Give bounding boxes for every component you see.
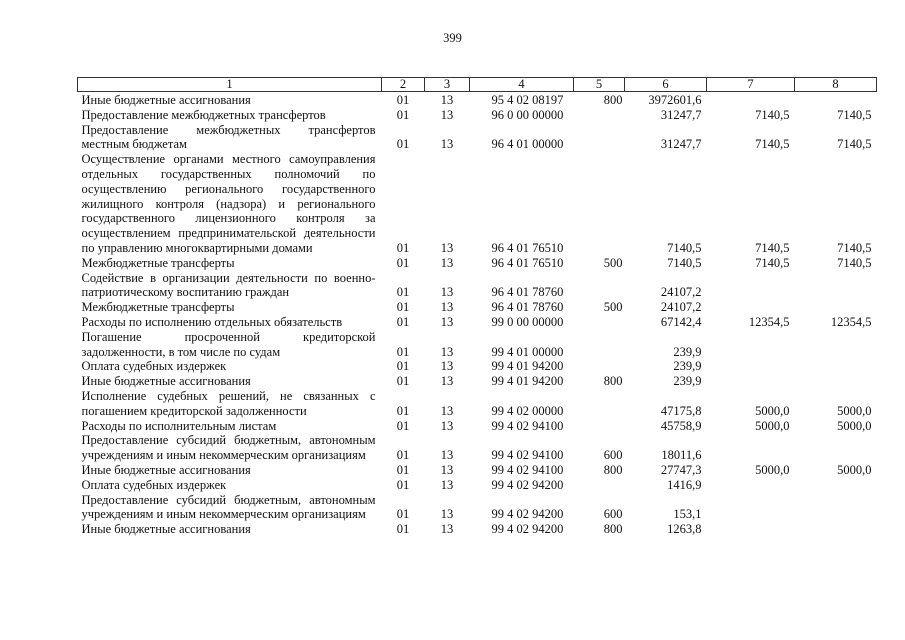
section-code: 01 [396,107,410,122]
expense-type-code [574,152,625,256]
amount-col-7 [707,433,795,463]
target-article-code: 96 0 00 00000 [491,107,564,122]
subsection-code: 13 [440,240,454,255]
subsection-code: 13 [440,285,454,300]
amount-col-7 [707,92,795,108]
section-code: 01 [396,285,410,300]
subsection-code: 13 [440,314,454,329]
expense-type-code [574,389,625,419]
amount-col-6: 31247,7 [660,137,702,152]
section-code: 01 [396,359,410,374]
amount-col-7: 5000,0 [755,462,790,477]
expense-type-code: 800 [603,93,623,107]
column-header: 2 [382,78,425,92]
column-header: 3 [425,78,470,92]
page-number: 399 [443,31,462,45]
expense-type-code: 800 [603,374,623,389]
amount-col-8 [795,433,877,463]
amount-col-7: 5000,0 [755,403,790,418]
subsection-code: 13 [440,137,454,152]
target-article-code: 99 4 02 94200 [491,477,564,492]
amount-col-6: 47175,8 [660,403,702,418]
amount-col-6: 239,9 [673,359,702,374]
amount-col-8: 7140,5 [837,137,872,152]
subsection-code: 13 [440,344,454,359]
subsection-code: 13 [440,255,454,270]
section-code: 01 [396,300,410,315]
amount-col-6: 7140,5 [667,255,702,270]
expense-type-code [574,359,625,374]
amount-col-7: 7140,5 [755,255,790,270]
table-row [78,108,877,123]
amount-col-8 [795,374,877,389]
table-row [78,330,877,360]
target-article-code: 95 4 02 08197 [491,93,564,107]
section-code: 01 [396,93,410,107]
table-row [78,493,877,523]
section-code: 01 [396,522,410,537]
section-code: 01 [396,448,410,463]
amount-col-7: 7140,5 [755,240,790,255]
column-header: 1 [78,78,382,92]
amount-col-8 [795,493,877,523]
amount-col-8: 5000,0 [837,403,872,418]
target-article-code: 99 4 02 94100 [491,418,564,433]
subsection-code: 13 [440,403,454,418]
item-name: Содействие в организации деятельности по военно-патриотическому воспитанию граждан [81,270,376,300]
target-article-code: 99 4 01 00000 [491,344,564,359]
target-article-code: 99 0 00 00000 [491,314,564,329]
item-name: Оплата судебных издержек [81,359,227,374]
amount-col-7 [707,271,795,301]
expense-type-code [574,330,625,360]
section-code: 01 [396,507,410,522]
amount-col-8: 5000,0 [837,462,872,477]
item-name: Расходы по исполнительным листам [81,418,277,433]
subsection-code: 13 [440,93,454,107]
amount-col-6: 1416,9 [667,477,702,492]
amount-col-6: 24107,2 [660,285,702,300]
subsection-code: 13 [440,477,454,492]
item-name: Погашение просроченной кредиторской задолженности, в том числе по судам [81,329,376,359]
amount-col-8 [795,300,877,315]
target-article-code: 96 4 01 76510 [491,240,564,255]
item-name: Оплата судебных издержек [81,477,227,492]
subsection-code: 13 [440,448,454,463]
table-row [78,271,877,301]
expense-type-code [574,315,625,330]
amount-col-6: 27747,3 [660,462,702,477]
section-code: 01 [396,344,410,359]
table-row [78,389,877,419]
amount-col-6: 239,9 [673,374,702,389]
section-code: 01 [396,255,410,270]
section-code: 01 [396,137,410,152]
amount-col-6: 153,1 [673,507,702,522]
target-article-code: 96 4 01 00000 [491,137,564,152]
item-name: Предоставление межбюджетных трансфертов [81,107,326,122]
expense-type-code [574,123,625,153]
section-code: 01 [396,462,410,477]
amount-col-8: 5000,0 [837,418,872,433]
target-article-code: 99 4 02 94200 [491,507,564,522]
amount-col-8 [795,330,877,360]
table-row [78,463,877,478]
table-row [78,152,877,256]
column-header: 8 [795,78,877,92]
amount-col-7 [707,522,795,537]
amount-col-6: 1263,8 [667,522,702,537]
expense-type-code [574,478,625,493]
table-row [78,433,877,463]
target-article-code: 99 4 02 94100 [491,462,564,477]
expense-type-code: 800 [603,462,623,477]
amount-col-8: 12354,5 [830,314,872,329]
table-row [78,123,877,153]
amount-col-7 [707,374,795,389]
item-name: Предоставление межбюджетных трансфертов местным бюджетам [81,122,376,152]
section-code: 01 [396,418,410,433]
amount-col-7 [707,478,795,493]
column-header: 7 [707,78,795,92]
amount-col-6: 31247,7 [660,107,702,122]
amount-col-8: 7140,5 [837,107,872,122]
section-code: 01 [396,477,410,492]
subsection-code: 13 [440,374,454,389]
item-name: Расходы по исполнению отдельных обязательств [81,314,343,329]
table-row [78,256,877,271]
item-name: Иные бюджетные ассигнования [81,522,251,537]
amount-col-8 [795,92,877,108]
subsection-code: 13 [440,107,454,122]
amount-col-8 [795,522,877,537]
amount-col-7: 12354,5 [748,314,790,329]
amount-col-6: 7140,5 [667,240,702,255]
expense-type-code: 500 [603,255,623,270]
item-name: Осуществление органами местного самоуправления отдельных государственных полномочий по осуществлению регионального государственного жилищного контроля (надзора) и регионального государственного лицензионного контроля за осуществлением предпринимательской деятельности по управлению многоквартирными домами [81,152,376,255]
item-name: Межбюджетные трансферты [81,255,235,270]
expense-type-code [574,419,625,434]
target-article-code: 96 4 01 76510 [491,255,564,270]
amount-col-6: 67142,4 [660,314,702,329]
item-name: Межбюджетные трансферты [81,300,235,315]
table-row [78,315,877,330]
column-header: 4 [470,78,574,92]
expense-type-code: 600 [603,448,623,463]
budget-table [77,77,877,537]
amount-col-8: 7140,5 [837,255,872,270]
table-row [78,522,877,537]
expense-type-code [574,271,625,301]
column-header: 6 [625,78,707,92]
subsection-code: 13 [440,418,454,433]
amount-col-6: 3972601,6 [648,93,702,107]
expense-type-code: 500 [603,300,623,315]
subsection-code: 13 [440,522,454,537]
table-row [78,478,877,493]
amount-col-7: 7140,5 [755,107,790,122]
expense-type-code [574,108,625,123]
table-row [78,92,877,108]
subsection-code: 13 [440,462,454,477]
amount-col-6: 45758,9 [660,418,702,433]
target-article-code: 99 4 02 00000 [491,403,564,418]
item-name: Предоставление субсидий бюджетным, автономным учреждениям и иным некоммерческим организациям [81,492,376,522]
table-header-row [78,78,877,92]
amount-col-6: 239,9 [673,344,702,359]
expense-type-code: 800 [603,522,623,537]
subsection-code: 13 [440,507,454,522]
amount-col-7 [707,300,795,315]
section-code: 01 [396,314,410,329]
item-name: Предоставление субсидий бюджетным, автономным учреждениям и иным некоммерческим организациям [81,433,376,463]
expense-type-code: 600 [603,507,623,522]
item-name: Иные бюджетные ассигнования [81,462,251,477]
target-article-code: 99 4 02 94200 [491,522,564,537]
section-code: 01 [396,374,410,389]
item-name: Исполнение судебных решений, не связанных с погашением кредиторской задолженности [81,388,376,418]
amount-col-8 [795,359,877,374]
target-article-code: 99 4 01 94200 [491,374,564,389]
table-row [78,374,877,389]
amount-col-8 [795,271,877,301]
amount-col-6: 18011,6 [661,448,702,463]
target-article-code: 96 4 01 78760 [491,300,564,315]
subsection-code: 13 [440,359,454,374]
amount-col-7: 7140,5 [755,137,790,152]
section-code: 01 [396,240,410,255]
amount-col-7 [707,493,795,523]
item-name: Иные бюджетные ассигнования [81,93,251,107]
target-article-code: 96 4 01 78760 [491,285,564,300]
amount-col-7: 5000,0 [755,418,790,433]
amount-col-8 [795,478,877,493]
column-header: 5 [574,78,625,92]
table-row [78,300,877,315]
amount-col-7 [707,330,795,360]
amount-col-8: 7140,5 [837,240,872,255]
target-article-code: 99 4 02 94100 [491,448,564,463]
item-name: Иные бюджетные ассигнования [81,374,251,389]
amount-col-6: 24107,2 [660,300,702,315]
table-row [78,359,877,374]
table-row [78,419,877,434]
section-code: 01 [396,403,410,418]
target-article-code: 99 4 01 94200 [491,359,564,374]
subsection-code: 13 [440,300,454,315]
amount-col-7 [707,359,795,374]
